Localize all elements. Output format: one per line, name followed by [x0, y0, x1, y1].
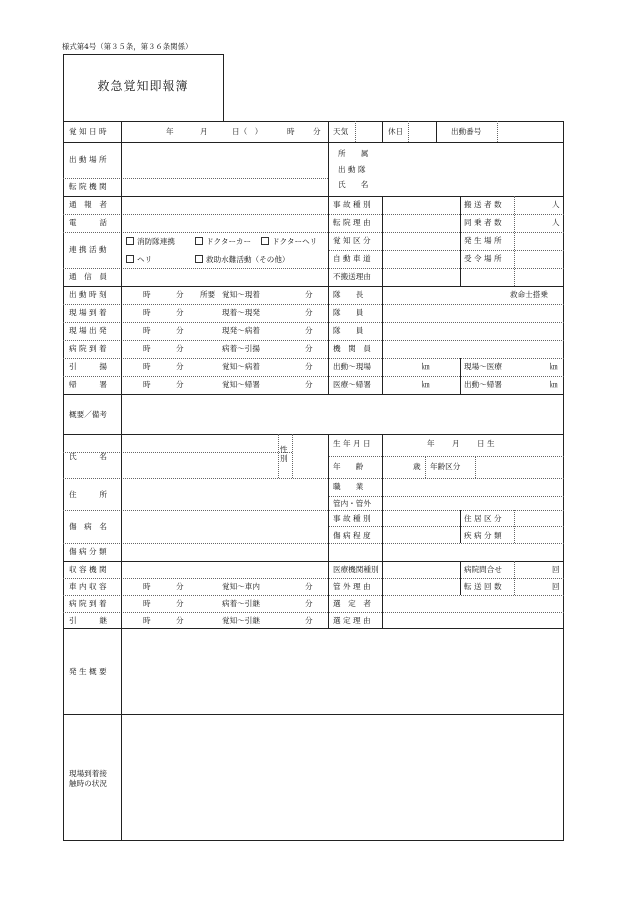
checkbox-label-doctor-car: ドクターカー — [206, 237, 252, 246]
unit-kai-1: 回 — [552, 565, 560, 574]
unit-kai-2: 回 — [552, 582, 560, 591]
label-day-dow: 日（ ） — [232, 127, 263, 136]
label-tsushin-in: 通 信 員 — [69, 272, 107, 281]
form-number: 様式第4号（第３５条，第３６条関係） — [62, 42, 193, 51]
label-genba-jokyo-2: 触時の状況 — [69, 779, 107, 788]
label-kakuchi-kubun: 覚 知 区 分 — [333, 236, 371, 245]
label-kangai-riyu: 管 外 理 由 — [333, 582, 371, 591]
label-hikiage: 引 揚 — [69, 362, 107, 371]
form-frame — [63, 121, 564, 841]
unit-km: ㎞ — [422, 380, 430, 389]
label-year: 年 — [166, 127, 174, 136]
t-ji: 時 — [143, 599, 151, 608]
label-tsuhosha: 通 報 者 — [69, 200, 107, 209]
unit-km: ㎞ — [550, 380, 558, 389]
checkbox-label-shobotai: 消防隊連携 — [137, 237, 175, 246]
t-r1: 覚知～現着 — [222, 290, 260, 299]
label-sentei-riyu: 選 定 理 由 — [333, 616, 371, 625]
label-month: 月 — [200, 127, 208, 136]
t-fun: 分 — [305, 344, 313, 353]
checkbox-label-heli: ヘリ — [137, 255, 153, 264]
label-genpatsu: 現 場 出 発 — [69, 326, 107, 335]
label-kyumeishi: 救命士搭乗 — [510, 290, 548, 299]
label-hassei-basho: 発 生 場 所 — [464, 236, 502, 245]
t-fun: 分 — [176, 308, 184, 317]
label-hassei-gaiyo: 発 生 概 要 — [69, 667, 107, 676]
label-jiko-shubetsu2: 事 故 種 別 — [333, 514, 371, 523]
checkbox-doctor-car[interactable] — [195, 237, 203, 245]
label-hi-sei: 日 生 — [477, 439, 495, 448]
label-genchaku: 現 場 到 着 — [69, 308, 107, 317]
label-d3: 現場～医療 — [464, 362, 502, 371]
t-ji: 時 — [143, 326, 151, 335]
t-ji: 時 — [143, 344, 151, 353]
t-r9: 覚知～引継 — [222, 616, 260, 625]
checkbox-label-kyujo: 救助水難活動（その他） — [206, 255, 290, 264]
label-jurei-basho: 受 令 場 所 — [464, 254, 502, 263]
unit-nin-1: 人 — [552, 200, 560, 209]
t-fun: 分 — [305, 290, 313, 299]
checkbox-shobotai[interactable] — [126, 237, 134, 245]
label-iryo-shubetsu: 医療機関種別 — [333, 565, 379, 574]
t-r8: 病着～引継 — [222, 599, 260, 608]
t-fun: 分 — [305, 380, 313, 389]
label-shutsudo-jikoku: 出 動 時 刻 — [69, 290, 107, 299]
label-shutsudo-tai: 出 動 隊 — [338, 165, 366, 174]
label-shutsudo-basho: 出 動 場 所 — [69, 155, 107, 164]
label-seibetsu: 性別 — [280, 445, 288, 463]
label-tenin-kikan: 転 院 機 関 — [69, 182, 107, 191]
t-fun: 分 — [176, 344, 184, 353]
label-byoin-tochaku: 病 院 到 着 — [69, 344, 107, 353]
label-holiday: 休日 — [388, 127, 404, 136]
t-r3: 現発～病着 — [222, 326, 260, 335]
checkbox-heli[interactable] — [126, 255, 134, 263]
label-d4: 出動～帰署 — [464, 380, 502, 389]
label-shobyomei: 傷 病 名 — [69, 522, 107, 531]
label-kyojuu-kubun: 住 居 区 分 — [464, 514, 502, 523]
t-r6: 覚知～帰署 — [222, 380, 260, 389]
label-minute: 分 — [313, 127, 321, 136]
label-shozoku: 所 属 — [338, 149, 369, 158]
label-gaiyo-biko: 概要／備考 — [69, 410, 107, 419]
checkbox-kyujo[interactable] — [195, 255, 203, 263]
label-dojosha-su: 同 乗 者 数 — [464, 218, 502, 227]
t-fun: 分 — [305, 599, 313, 608]
t-r5: 覚知～病着 — [222, 362, 260, 371]
label-genba-jokyo-1: 現場到着接 — [69, 769, 107, 778]
t-fun: 分 — [305, 308, 313, 317]
t-fun: 分 — [176, 290, 184, 299]
label-senteisha: 選 定 者 — [333, 599, 371, 608]
label-renkei: 連 携 活 動 — [69, 245, 107, 254]
t-r2: 現着～現発 — [222, 308, 260, 317]
label-shimei: 氏 名 — [338, 180, 369, 189]
label-shanai-shuyo: 車 内 収 容 — [69, 582, 107, 591]
label-kikanin: 機 関 員 — [333, 344, 371, 353]
label-kannai: 管内・管外 — [333, 499, 371, 508]
t-r7: 覚知～車内 — [222, 582, 260, 591]
checkbox-label-doctor-heli: ドクターヘリ — [272, 237, 318, 246]
t-fun: 分 — [305, 326, 313, 335]
label-seinengappi: 生 年 月 日 — [333, 439, 371, 448]
t-fun: 分 — [305, 362, 313, 371]
t-ji: 時 — [143, 362, 151, 371]
t-r4: 病着～引揚 — [222, 344, 260, 353]
t-ji: 時 — [143, 582, 151, 591]
label-nenrei: 年 齢 — [333, 462, 364, 471]
label-hansosha-su: 搬 送 者 数 — [464, 200, 502, 209]
label-nenrei-kubun: 年齢区分 — [430, 462, 461, 471]
t-fun: 分 — [305, 616, 313, 625]
label-tenso-kaisu: 転 送 回 数 — [464, 582, 502, 591]
label-jido-shado: 自 動 車 道 — [333, 254, 371, 263]
label-taicho: 隊 長 — [333, 290, 364, 299]
t-fun: 分 — [176, 380, 184, 389]
label-hour: 時 — [287, 127, 295, 136]
label-taiin-1: 隊 員 — [333, 308, 364, 317]
t-ji: 時 — [143, 616, 151, 625]
t-shoyo: 所要 — [200, 290, 216, 299]
t-fun: 分 — [176, 599, 184, 608]
label-shokugyo: 職 業 — [333, 482, 364, 491]
t-fun: 分 — [176, 326, 184, 335]
label-shuyo-kikan: 収 容 機 関 — [69, 565, 107, 574]
label-byoin-toiawase: 病院問合せ — [464, 565, 502, 574]
checkbox-doctor-heli[interactable] — [261, 237, 269, 245]
label-taiin-2: 隊 員 — [333, 326, 364, 335]
label-shobyo-bunrui: 傷 病 分 類 — [69, 547, 107, 556]
label-fuhanso-riyu: 不搬送理由 — [333, 272, 371, 281]
label-shippei-bunrui: 疾 病 分 類 — [464, 531, 502, 540]
t-fun: 分 — [176, 362, 184, 371]
unit-nin-2: 人 — [552, 218, 560, 227]
label-tsuki2: 月 — [452, 439, 460, 448]
label-d1: 出動～現場 — [333, 362, 371, 371]
label-hikitsugi: 引 継 — [69, 616, 107, 625]
label-denwa: 電 話 — [69, 218, 107, 227]
label-byoin-tochaku2: 病 院 到 着 — [69, 599, 107, 608]
label-jusho: 住 所 — [69, 490, 107, 499]
label-tenin-riyu: 転 院 理 由 — [333, 218, 371, 227]
unit-km: ㎞ — [550, 362, 558, 371]
unit-km: ㎞ — [422, 362, 430, 371]
label-shobyo-teido: 傷 病 程 度 — [333, 531, 371, 540]
label-d2: 医療～帰署 — [333, 380, 371, 389]
t-ji: 時 — [143, 290, 151, 299]
t-fun: 分 — [176, 616, 184, 625]
t-ji: 時 — [143, 380, 151, 389]
t-fun: 分 — [176, 582, 184, 591]
label-jiko-shubetsu: 事 故 種 別 — [333, 200, 371, 209]
label-kakuchi-nichiji: 覚 知 日 時 — [69, 127, 107, 136]
label-shimei2: 氏 名 — [69, 452, 107, 461]
label-weather: 天気 — [333, 127, 349, 136]
t-fun: 分 — [305, 582, 313, 591]
label-sai: 歳 — [413, 462, 421, 471]
label-nen2: 年 — [427, 439, 435, 448]
form-title: 救急覚知即報簿 — [97, 79, 189, 93]
label-kisho: 帰 署 — [69, 380, 107, 389]
label-dispatch-number: 出動番号 — [451, 127, 482, 136]
t-ji: 時 — [143, 308, 151, 317]
